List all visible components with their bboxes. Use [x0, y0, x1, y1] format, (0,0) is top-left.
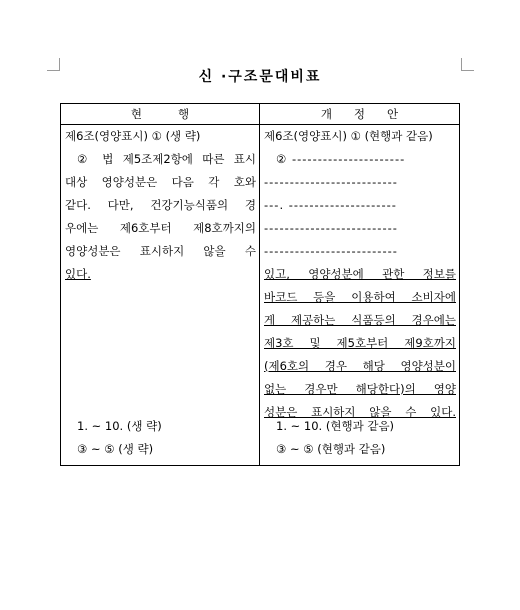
- revised-bottom-lines: [260, 415, 459, 461]
- revised-dash-line: --------------------------: [264, 244, 398, 258]
- current-items-line: 1. ~ 10. (생 략): [77, 419, 162, 433]
- revised-added-line: (제6호의 경우 해당 영양성분이: [264, 359, 456, 373]
- revised-para2-first-line: ② ----------------------: [276, 152, 406, 166]
- current-bottom-lines: [61, 415, 259, 461]
- header-revised-label: 개정안: [320, 107, 421, 121]
- current-paras-line: ③ ~ ⑤ (생 략): [77, 442, 154, 456]
- revised-cell: [260, 125, 460, 466]
- current-para2-line: 우에는 제6호부터 제8호까지의: [65, 221, 256, 235]
- header-revised: [260, 104, 460, 125]
- revised-added-line: 있고, 영양성분에 관한 정보를: [264, 267, 456, 281]
- current-cell: [61, 125, 260, 466]
- revised-dash-line: --------------------------: [264, 221, 398, 235]
- header-current: [61, 104, 260, 125]
- revised-items-line: 1. ~ 10. (현행과 같음): [276, 419, 395, 433]
- revised-dash-line: --------------------------: [264, 175, 398, 189]
- header-current-label: 현행: [130, 107, 226, 121]
- revised-article-heading: 제6조(영양표시) ① (현행과 같음): [264, 129, 433, 143]
- revised-added-line: 없는 경우만 해당한다)의 영양: [264, 382, 456, 396]
- current-para2-line: ② 법 제5조제2항에 따른 표시: [77, 152, 256, 166]
- current-para2-line: 영양성분은 표시하지 않을 수: [65, 244, 256, 258]
- revised-dash-line: ---. ---------------------: [264, 198, 397, 212]
- current-para2-line: 같다. 다만, 건강기능식품의 경: [65, 198, 256, 212]
- current-para2-line: 대상 영양성분은 다음 각 호와: [65, 175, 256, 189]
- current-para2-last-text: 있다.: [65, 267, 91, 281]
- content-row: [61, 125, 460, 466]
- revised-added-line: 제3호 및 제5호부터 제9호까지: [264, 336, 456, 350]
- revised-paras-line: ③ ~ ⑤ (현행과 같음): [276, 442, 386, 456]
- revised-added-line: 바코드 등을 이용하여 소비자에: [264, 290, 456, 304]
- current-article-heading: 제6조(영양표시) ① (생 략): [65, 129, 201, 143]
- document-title: 신 ·구조문대비표: [198, 69, 322, 85]
- revised-added-line: 게 제공하는 식품등의 경우에는: [264, 313, 456, 327]
- revised-added-line: 성분은 표시하지 않을 수 있다.: [264, 405, 456, 419]
- current-para2-line: [61, 263, 259, 286]
- comparison-table: [60, 103, 460, 466]
- header-row: [61, 104, 460, 125]
